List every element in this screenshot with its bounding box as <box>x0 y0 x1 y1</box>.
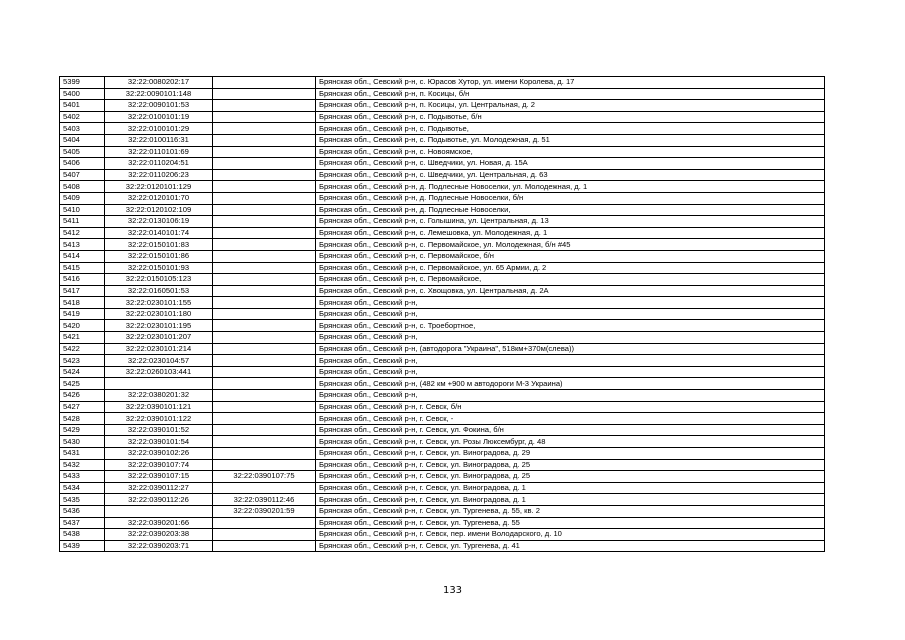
cadastral-number-cell: 32:22:0390112:27 <box>105 482 213 494</box>
records-table <box>59 76 825 552</box>
row-number-cell: 5417 <box>60 285 105 297</box>
table-row <box>60 239 825 251</box>
related-cadastral-number-cell <box>213 401 316 413</box>
cadastral-number-cell: 32:22:0230101:195 <box>105 320 213 332</box>
cadastral-number-cell: 32:22:0150101:86 <box>105 250 213 262</box>
row-number-cell: 5423 <box>60 355 105 367</box>
address-cell: Брянская обл., Севский р-н, с. Лемешовка, ул. Молодежная, д. 1 <box>316 227 825 239</box>
cadastral-number-cell: 32:22:0390101:54 <box>105 436 213 448</box>
address-cell: Брянская обл., Севский р-н, с. Первомайское, б/н <box>316 250 825 262</box>
row-number-cell: 5420 <box>60 320 105 332</box>
cadastral-number-cell: 32:22:0260103:441 <box>105 366 213 378</box>
cadastral-number-cell: 32:22:0150105:123 <box>105 274 213 286</box>
table-row <box>60 227 825 239</box>
cadastral-number-cell: 32:22:0100116:31 <box>105 134 213 146</box>
address-cell: Брянская обл., Севский р-н, д. Подлесные Новоселки, ул. Молодежная, д. 1 <box>316 181 825 193</box>
cadastral-number-cell: 32:22:0120101:70 <box>105 192 213 204</box>
row-number-cell: 5408 <box>60 181 105 193</box>
table-row <box>60 459 825 471</box>
related-cadastral-number-cell <box>213 134 316 146</box>
table-row <box>60 343 825 355</box>
table-row <box>60 424 825 436</box>
table-row <box>60 297 825 309</box>
table-row <box>60 505 825 517</box>
related-cadastral-number-cell <box>213 216 316 228</box>
row-number-cell: 5404 <box>60 134 105 146</box>
address-cell: Брянская обл., Севский р-н, (482 км +900 м автодороги М-3 Украина) <box>316 378 825 390</box>
cadastral-number-cell: 32:22:0160501:53 <box>105 285 213 297</box>
row-number-cell: 5399 <box>60 77 105 89</box>
related-cadastral-number-cell <box>213 123 316 135</box>
related-cadastral-number-cell <box>213 413 316 425</box>
row-number-cell: 5406 <box>60 158 105 170</box>
cadastral-number-cell: 32:22:0390101:122 <box>105 413 213 425</box>
row-number-cell: 5425 <box>60 378 105 390</box>
related-cadastral-number-cell <box>213 181 316 193</box>
address-cell: Брянская обл., Севский р-н, <box>316 355 825 367</box>
address-cell: Брянская обл., Севский р-н, (автодорога "Украина", 518км+370м(слева)) <box>316 343 825 355</box>
cadastral-number-cell: 32:22:0390112:26 <box>105 494 213 506</box>
address-cell: Брянская обл., Севский р-н, с. Новоямское, <box>316 146 825 158</box>
table-row <box>60 308 825 320</box>
address-cell: Брянская обл., Севский р-н, с. Троебортное, <box>316 320 825 332</box>
address-cell: Брянская обл., Севский р-н, <box>316 308 825 320</box>
row-number-cell: 5433 <box>60 471 105 483</box>
cadastral-number-cell: 32:22:0390107:15 <box>105 471 213 483</box>
address-cell: Брянская обл., Севский р-н, с. Первомайское, ул. Молодежная, б/н #45 <box>316 239 825 251</box>
cadastral-number-cell: 32:22:0140101:74 <box>105 227 213 239</box>
address-cell: Брянская обл., Севский р-н, г. Севск, - <box>316 413 825 425</box>
address-cell: Брянская обл., Севский р-н, г. Севск, ул. Тургенева, д. 41 <box>316 540 825 552</box>
related-cadastral-number-cell <box>213 343 316 355</box>
related-cadastral-number-cell <box>213 390 316 402</box>
row-number-cell: 5439 <box>60 540 105 552</box>
table-row <box>60 482 825 494</box>
related-cadastral-number-cell <box>213 169 316 181</box>
cadastral-number-cell: 32:22:0390101:52 <box>105 424 213 436</box>
table-row <box>60 250 825 262</box>
cadastral-number-cell: 32:22:0150101:83 <box>105 239 213 251</box>
row-number-cell: 5403 <box>60 123 105 135</box>
related-cadastral-number-cell <box>213 297 316 309</box>
address-cell: Брянская обл., Севский р-н, с. Шведчики, ул. Новая, д. 15А <box>316 158 825 170</box>
cadastral-number-cell: 32:22:0100101:29 <box>105 123 213 135</box>
row-number-cell: 5413 <box>60 239 105 251</box>
row-number-cell: 5411 <box>60 216 105 228</box>
table-row <box>60 181 825 193</box>
table-row <box>60 146 825 158</box>
address-cell: Брянская обл., Севский р-н, с. Первомайское, ул. 65 Армии, д. 2 <box>316 262 825 274</box>
address-cell: Брянская обл., Севский р-н, с. Первомайское, <box>316 274 825 286</box>
cadastral-number-cell: 32:22:0230101:180 <box>105 308 213 320</box>
table-row <box>60 401 825 413</box>
row-number-cell: 5429 <box>60 424 105 436</box>
row-number-cell: 5422 <box>60 343 105 355</box>
related-cadastral-number-cell <box>213 517 316 529</box>
records-table-body <box>60 77 825 552</box>
related-cadastral-number-cell <box>213 424 316 436</box>
row-number-cell: 5428 <box>60 413 105 425</box>
row-number-cell: 5401 <box>60 100 105 112</box>
related-cadastral-number-cell <box>213 146 316 158</box>
row-number-cell: 5410 <box>60 204 105 216</box>
address-cell: Брянская обл., Севский р-н, г. Севск, ул. Розы Люксембург, д. 48 <box>316 436 825 448</box>
address-cell: Брянская обл., Севский р-н, с. Подывотье, ул. Молодежная, д. 51 <box>316 134 825 146</box>
address-cell: Брянская обл., Севский р-н, г. Севск, ул. Тургенева, д. 55 <box>316 517 825 529</box>
cadastral-number-cell: 32:22:0390107:74 <box>105 459 213 471</box>
related-cadastral-number-cell <box>213 111 316 123</box>
address-cell: Брянская обл., Севский р-н, с. Подывотье, <box>316 123 825 135</box>
table-row <box>60 169 825 181</box>
row-number-cell: 5432 <box>60 459 105 471</box>
related-cadastral-number-cell <box>213 262 316 274</box>
address-cell: Брянская обл., Севский р-н, с. Хвощовка, ул. Центральная, д. 2А <box>316 285 825 297</box>
address-cell: Брянская обл., Севский р-н, г. Севск, ул. Фокина, б/н <box>316 424 825 436</box>
table-row <box>60 123 825 135</box>
related-cadastral-number-cell <box>213 285 316 297</box>
page-number: 133 <box>442 585 463 596</box>
row-number-cell: 5427 <box>60 401 105 413</box>
address-cell: Брянская обл., Севский р-н, с. Шведчики, ул. Центральная, д. 63 <box>316 169 825 181</box>
table-row <box>60 274 825 286</box>
address-cell: Брянская обл., Севский р-н, г. Севск, ул. Виноградова, д. 29 <box>316 448 825 460</box>
cadastral-number-cell: 32:22:0130106:19 <box>105 216 213 228</box>
related-cadastral-number-cell <box>213 239 316 251</box>
row-number-cell: 5407 <box>60 169 105 181</box>
cadastral-number-cell <box>105 378 213 390</box>
table-row <box>60 436 825 448</box>
related-cadastral-number-cell: 32:22:0390201:59 <box>213 505 316 517</box>
address-cell: Брянская обл., Севский р-н, г. Севск, ул. Виноградова, д. 25 <box>316 459 825 471</box>
row-number-cell: 5430 <box>60 436 105 448</box>
cadastral-number-cell: 32:22:0090101:53 <box>105 100 213 112</box>
row-number-cell: 5426 <box>60 390 105 402</box>
table-row <box>60 529 825 541</box>
row-number-cell: 5405 <box>60 146 105 158</box>
address-cell: Брянская обл., Севский р-н, д. Подлесные Новоселки, б/н <box>316 192 825 204</box>
row-number-cell: 5414 <box>60 250 105 262</box>
related-cadastral-number-cell <box>213 250 316 262</box>
related-cadastral-number-cell <box>213 274 316 286</box>
related-cadastral-number-cell <box>213 100 316 112</box>
cadastral-number-cell: 32:22:0150101:93 <box>105 262 213 274</box>
address-cell: Брянская обл., Севский р-н, <box>316 390 825 402</box>
address-cell: Брянская обл., Севский р-н, с. Юрасов Хутор, ул. имени Королева, д. 17 <box>316 77 825 89</box>
related-cadastral-number-cell <box>213 88 316 100</box>
cadastral-number-cell: 32:22:0230101:214 <box>105 343 213 355</box>
row-number-cell: 5402 <box>60 111 105 123</box>
cadastral-number-cell: 32:22:0110204:51 <box>105 158 213 170</box>
related-cadastral-number-cell <box>213 227 316 239</box>
address-cell: Брянская обл., Севский р-н, г. Севск, ул. Виноградова, д. 25 <box>316 471 825 483</box>
table-row <box>60 366 825 378</box>
cadastral-number-cell: 32:22:0120102:109 <box>105 204 213 216</box>
row-number-cell: 5418 <box>60 297 105 309</box>
address-cell: Брянская обл., Севский р-н, с. Подывотье, б/н <box>316 111 825 123</box>
table-row <box>60 100 825 112</box>
table-row <box>60 471 825 483</box>
cadastral-number-cell: 32:22:0100101:19 <box>105 111 213 123</box>
row-number-cell: 5400 <box>60 88 105 100</box>
address-cell: Брянская обл., Севский р-н, <box>316 332 825 344</box>
table-row <box>60 517 825 529</box>
table-row <box>60 262 825 274</box>
related-cadastral-number-cell <box>213 308 316 320</box>
row-number-cell: 5431 <box>60 448 105 460</box>
table-row <box>60 494 825 506</box>
cadastral-number-cell: 32:22:0380201:32 <box>105 390 213 402</box>
cadastral-number-cell: 32:22:0110206:23 <box>105 169 213 181</box>
cadastral-number-cell: 32:22:0080202:17 <box>105 77 213 89</box>
table-row <box>60 216 825 228</box>
table-row <box>60 158 825 170</box>
row-number-cell: 5412 <box>60 227 105 239</box>
address-cell: Брянская обл., Севский р-н, г. Севск, ул. Виноградова, д. 1 <box>316 494 825 506</box>
cadastral-number-cell: 32:22:0390102:26 <box>105 448 213 460</box>
related-cadastral-number-cell <box>213 192 316 204</box>
cadastral-number-cell: 32:22:0230101:207 <box>105 332 213 344</box>
address-cell: Брянская обл., Севский р-н, г. Севск, ул. Тургенева, д. 55, кв. 2 <box>316 505 825 517</box>
cadastral-number-cell: 32:22:0110101:69 <box>105 146 213 158</box>
address-cell: Брянская обл., Севский р-н, п. Косицы, б/н <box>316 88 825 100</box>
row-number-cell: 5409 <box>60 192 105 204</box>
table-row <box>60 320 825 332</box>
table-row <box>60 204 825 216</box>
row-number-cell: 5438 <box>60 529 105 541</box>
address-cell: Брянская обл., Севский р-н, д. Подлесные Новоселки, <box>316 204 825 216</box>
table-row <box>60 540 825 552</box>
related-cadastral-number-cell <box>213 158 316 170</box>
address-cell: Брянская обл., Севский р-н, г. Севск, б/н <box>316 401 825 413</box>
cadastral-number-cell: 32:22:0120101:129 <box>105 181 213 193</box>
table-row <box>60 332 825 344</box>
table-row <box>60 285 825 297</box>
related-cadastral-number-cell <box>213 540 316 552</box>
related-cadastral-number-cell <box>213 332 316 344</box>
table-row <box>60 77 825 89</box>
table-row <box>60 355 825 367</box>
row-number-cell: 5424 <box>60 366 105 378</box>
related-cadastral-number-cell <box>213 366 316 378</box>
row-number-cell: 5435 <box>60 494 105 506</box>
table-row <box>60 378 825 390</box>
related-cadastral-number-cell: 32:22:0390107:75 <box>213 471 316 483</box>
related-cadastral-number-cell <box>213 204 316 216</box>
table-row <box>60 88 825 100</box>
address-cell: Брянская обл., Севский р-н, п. Косицы, ул. Центральная, д. 2 <box>316 100 825 112</box>
table-row <box>60 390 825 402</box>
table-row <box>60 134 825 146</box>
related-cadastral-number-cell <box>213 448 316 460</box>
table-row <box>60 448 825 460</box>
row-number-cell: 5421 <box>60 332 105 344</box>
table-row <box>60 413 825 425</box>
row-number-cell: 5436 <box>60 505 105 517</box>
related-cadastral-number-cell <box>213 77 316 89</box>
row-number-cell: 5434 <box>60 482 105 494</box>
related-cadastral-number-cell <box>213 320 316 332</box>
address-cell: Брянская обл., Севский р-н, <box>316 297 825 309</box>
address-cell: Брянская обл., Севский р-н, г. Севск, пер. имени Володарского, д. 10 <box>316 529 825 541</box>
cadastral-number-cell: 32:22:0390201:66 <box>105 517 213 529</box>
address-cell: Брянская обл., Севский р-н, с. Голышина, ул. Центральная, д. 13 <box>316 216 825 228</box>
related-cadastral-number-cell <box>213 459 316 471</box>
related-cadastral-number-cell <box>213 378 316 390</box>
related-cadastral-number-cell <box>213 355 316 367</box>
address-cell: Брянская обл., Севский р-н, г. Севск, ул. Виноградова, д. 1 <box>316 482 825 494</box>
related-cadastral-number-cell <box>213 529 316 541</box>
table-row <box>60 111 825 123</box>
cadastral-number-cell: 32:22:0090101:148 <box>105 88 213 100</box>
cadastral-number-cell: 32:22:0390101:121 <box>105 401 213 413</box>
cadastral-number-cell: 32:22:0390203:38 <box>105 529 213 541</box>
related-cadastral-number-cell <box>213 436 316 448</box>
row-number-cell: 5416 <box>60 274 105 286</box>
row-number-cell: 5419 <box>60 308 105 320</box>
related-cadastral-number-cell <box>213 482 316 494</box>
table-row <box>60 192 825 204</box>
row-number-cell: 5415 <box>60 262 105 274</box>
cadastral-number-cell: 32:22:0230104:57 <box>105 355 213 367</box>
cadastral-number-cell: 32:22:0230101:155 <box>105 297 213 309</box>
cadastral-number-cell <box>105 505 213 517</box>
row-number-cell: 5437 <box>60 517 105 529</box>
address-cell: Брянская обл., Севский р-н, <box>316 366 825 378</box>
related-cadastral-number-cell: 32:22:0390112:46 <box>213 494 316 506</box>
cadastral-number-cell: 32:22:0390203:71 <box>105 540 213 552</box>
